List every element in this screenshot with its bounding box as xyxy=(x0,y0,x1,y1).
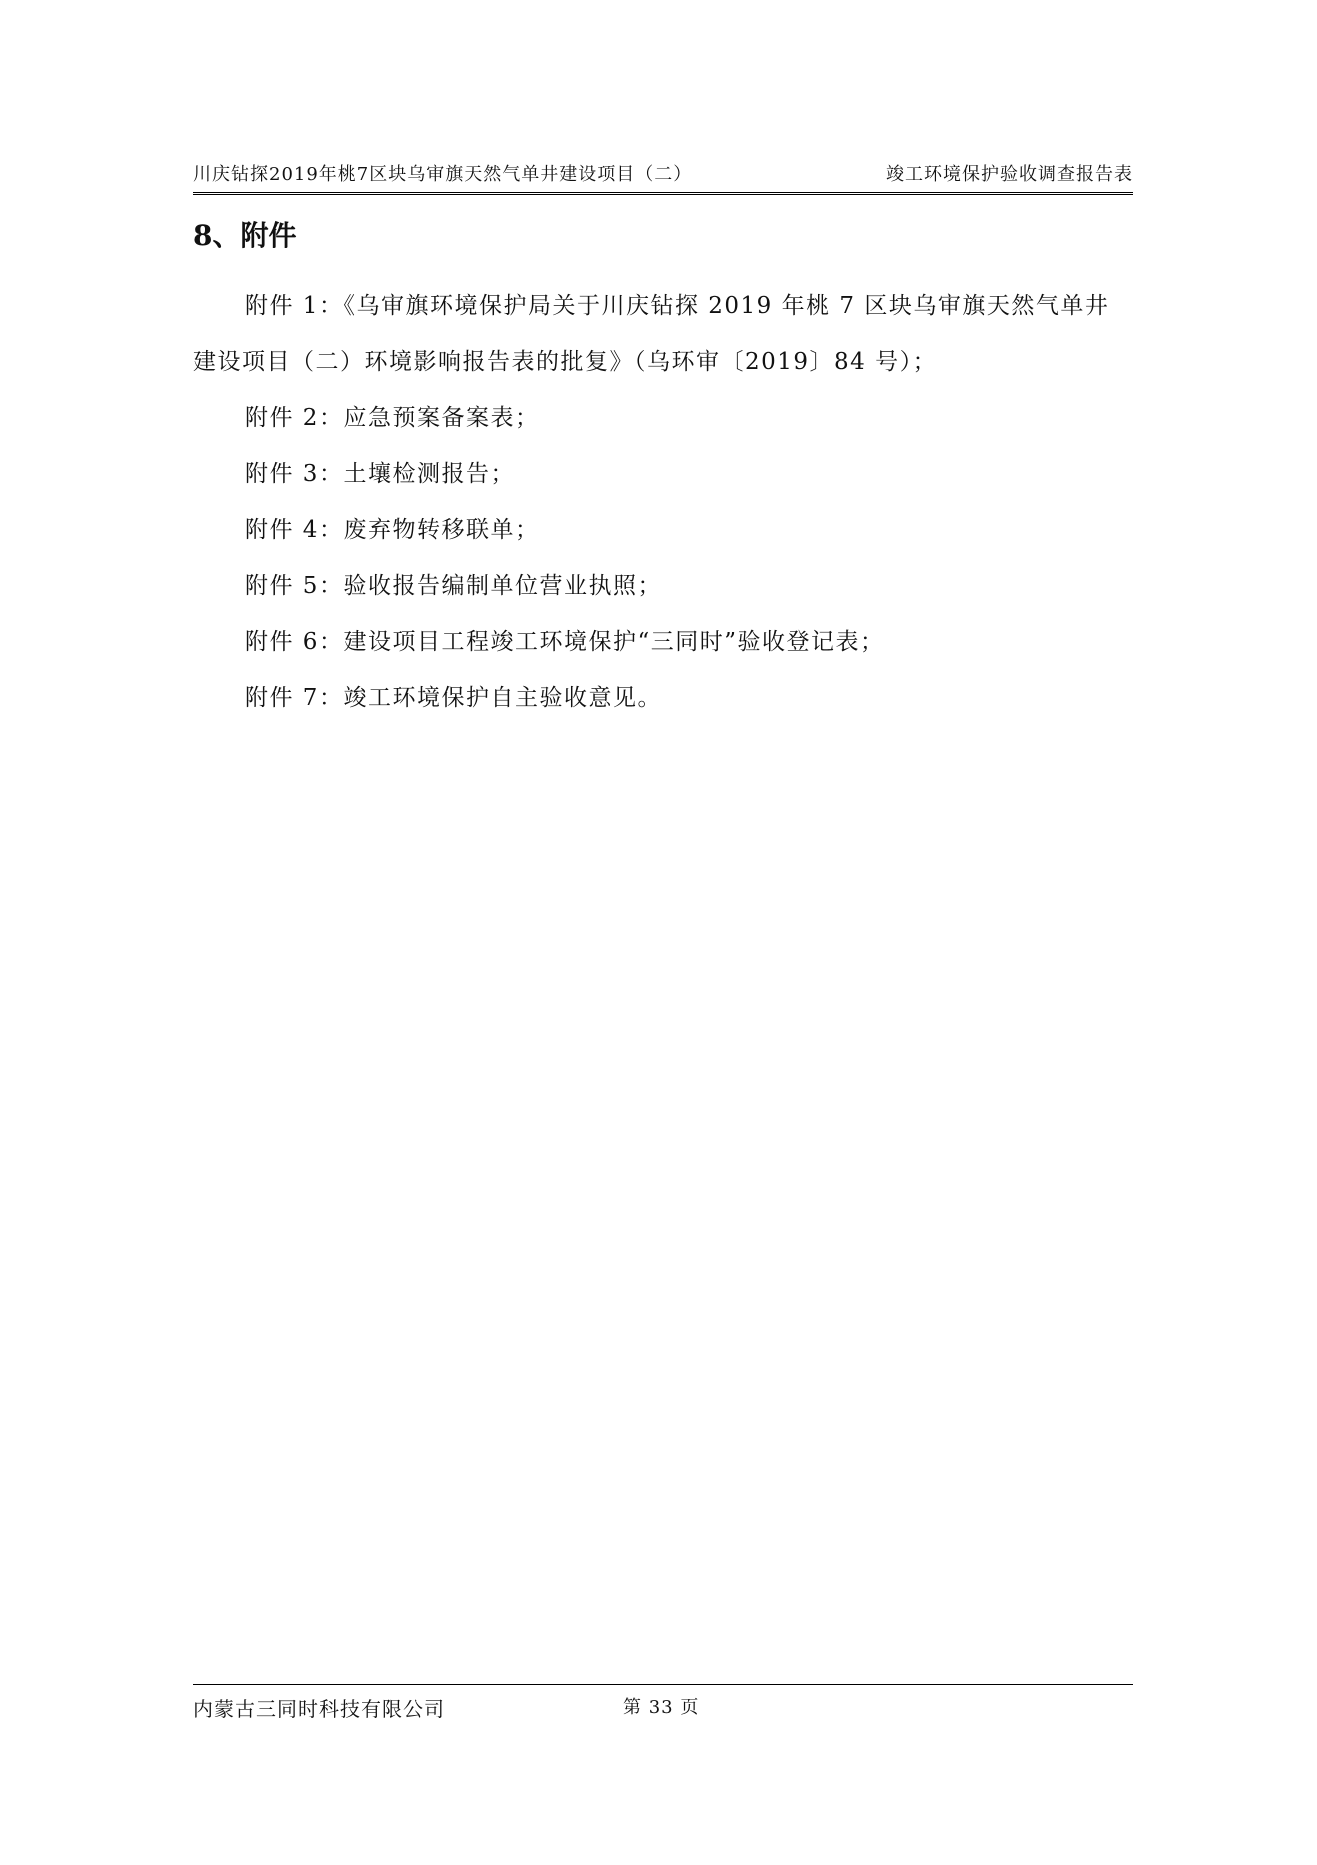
page-number: 第 33 页 xyxy=(623,1697,700,1718)
header-project-title: 川庆钻探2019年桃7区块乌审旗天然气单井建设项目（二） xyxy=(193,164,693,185)
header-report-type: 竣工环境保护验收调查报告表 xyxy=(886,164,1133,185)
attachment-item-3: 附件 3：土壤检测报告； xyxy=(245,461,515,487)
attachment-item-5: 附件 5：验收报告编制单位营业执照； xyxy=(245,573,662,599)
attachment-item-2: 附件 2：应急预案备案表； xyxy=(245,405,540,431)
page-footer xyxy=(193,1684,1133,1725)
footer-company-name: 内蒙古三同时科技有限公司 xyxy=(193,1697,445,1721)
attachment-list xyxy=(193,278,1133,726)
attachment-item-4: 附件 4：废弃物转移联单； xyxy=(245,517,540,543)
section-title: 8、附件 xyxy=(193,219,297,252)
attachment-item-1: 附件 1：《乌审旗环境保护局关于川庆钻探 2019 年桃 7 区块乌审旗天然气单井建设项目（二）环境影响报告表的批复》（乌环审〔2019〕84 号）； xyxy=(193,293,1110,375)
attachment-item-7: 附件 7：竣工环境保护自主验收意见。 xyxy=(245,685,662,711)
attachment-item-6: 附件 6：建设项目工程竣工环境保护“三同时”验收登记表； xyxy=(245,629,885,655)
page-header xyxy=(193,158,1133,195)
